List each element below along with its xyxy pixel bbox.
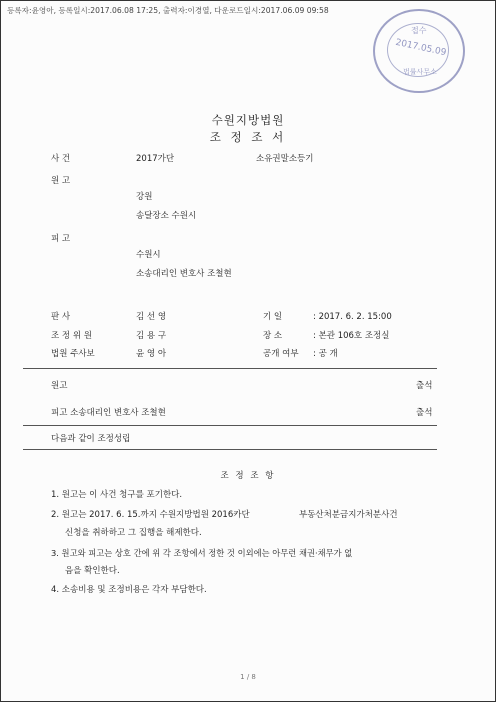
print-meta-line: 등록자:윤영아, 등록일시:2017.06.08 17:25, 출력자:이경열, 다운로드일시:2017.06.09 09:58 — [7, 6, 329, 15]
divider-line — [23, 449, 437, 450]
judge-name: 김 선 영 — [136, 312, 167, 322]
defendant-label: 피 고 — [51, 234, 71, 244]
court-name: 수원지방법원 — [211, 113, 285, 127]
place-value: : 본관 106호 조정실 — [313, 331, 390, 341]
attendance-defendant: 피고 소송대리인 변호사 조철현 — [51, 408, 166, 418]
attendance-plaintiff: 원고 — [51, 381, 68, 391]
attendance-defendant-status: 출석 — [416, 408, 433, 418]
page-number: 1 / 8 — [240, 673, 256, 681]
stamp-text-bottom: 법률사무소 — [403, 68, 437, 76]
divider-line — [23, 368, 437, 369]
date-value: : 2017. 6. 2. 15:00 — [313, 312, 392, 322]
mediator-name: 김 용 구 — [136, 331, 167, 341]
plaintiff-name: 강원 — [136, 192, 153, 202]
term-item-3: 3. 원고와 피고는 상호 간에 위 각 조항에서 정한 것 이외에는 아무런 채권·채무가 없 — [51, 548, 353, 558]
term-item-3-cont: 음을 확인한다. — [65, 566, 120, 576]
result-text: 다음과 같이 조정성립 — [51, 434, 131, 444]
judge-label: 판 사 — [51, 312, 71, 322]
case-number: 2017가단 — [136, 154, 175, 164]
term-item-2-case: 부동산처분금지가처분사건 — [299, 510, 398, 520]
term-item-4: 4. 소송비용 및 조정비용은 각자 부담한다. — [51, 585, 207, 595]
clerk-name: 윤 영 아 — [136, 349, 167, 359]
terms-heading: 조 정 조 항 — [220, 471, 276, 481]
term-item-2: 2. 원고는 2017. 6. 15.까지 수원지방법원 2016카단 — [51, 510, 250, 520]
divider-line — [23, 425, 437, 426]
mediator-label: 조 정 위 원 — [51, 331, 92, 341]
defendant-name: 수원시 — [136, 250, 161, 260]
receipt-stamp — [373, 9, 465, 93]
defendant-counsel: 소송대리인 변호사 조철현 — [136, 269, 232, 279]
case-label: 사 건 — [51, 154, 71, 164]
term-item-2-cont: 신청을 취하하고 그 집행을 해제한다. — [65, 528, 202, 538]
date-label: 기 일 — [263, 312, 283, 322]
place-label: 장 소 — [263, 331, 283, 341]
clerk-label: 법원 주사보 — [51, 349, 95, 359]
plaintiff-label: 원 고 — [51, 176, 71, 186]
document-title: 조 정 조 서 — [209, 130, 287, 144]
public-label: 공개 여부 — [263, 349, 299, 359]
stamp-text-top: 접수 — [411, 26, 427, 35]
public-value: : 공 개 — [313, 349, 338, 359]
stamp-date: 2017.05.09 — [394, 37, 448, 59]
attendance-plaintiff-status: 출석 — [416, 381, 433, 391]
plaintiff-address: 송달장소 수원시 — [136, 211, 197, 221]
case-name: 소유권말소등기 — [256, 154, 314, 164]
term-item-1: 1. 원고는 이 사건 청구를 포기한다. — [51, 490, 183, 500]
